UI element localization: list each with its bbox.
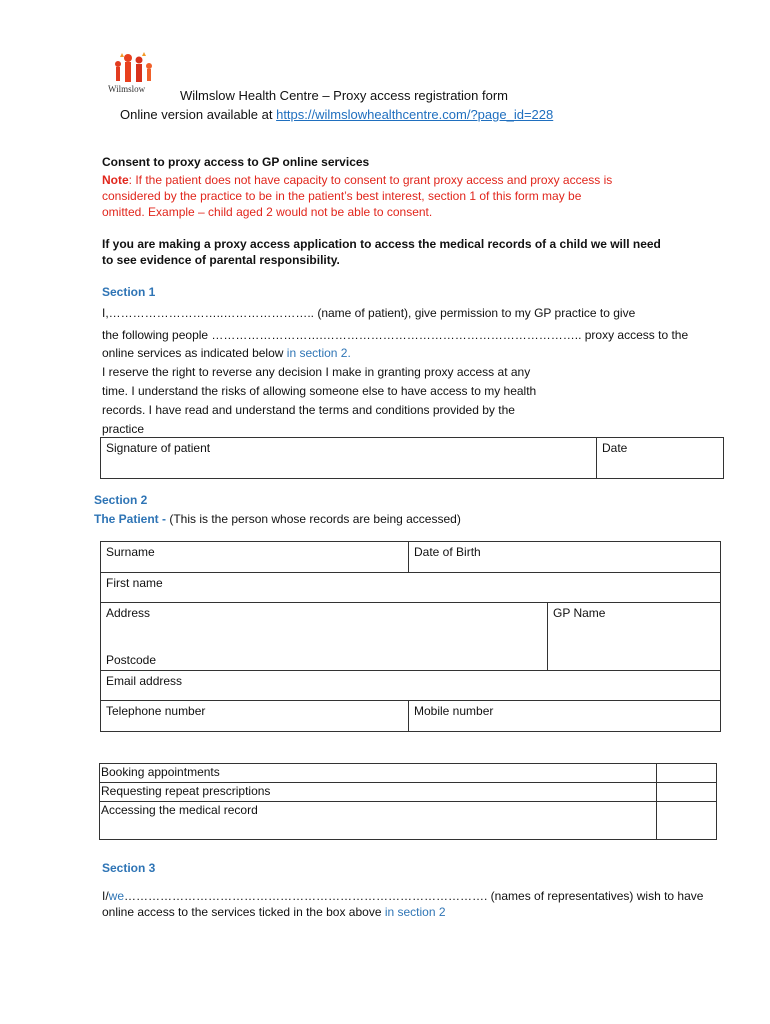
section-1-title: Section 1 bbox=[102, 285, 156, 299]
email-address-field[interactable] bbox=[100, 670, 721, 700]
signature-label: Signature of patient bbox=[106, 441, 211, 455]
telephone-number-field[interactable] bbox=[100, 700, 408, 732]
section-1-line-5: time. I understand the risks of allowing someone else to have access to my health bbox=[102, 384, 537, 398]
section-2-reference-2: in section 2 bbox=[384, 905, 446, 919]
section-3-line-2-text: online access to the services ticked in the box above bbox=[102, 905, 385, 919]
first-name-label: First name bbox=[106, 576, 163, 590]
tick-box-booking-appointments[interactable] bbox=[656, 763, 717, 782]
address-field[interactable] bbox=[100, 602, 547, 670]
signature-of-patient-field[interactable] bbox=[100, 437, 596, 479]
postcode-label: Postcode bbox=[106, 653, 157, 667]
telephone-label: Telephone number bbox=[106, 704, 206, 718]
section-1-line-4: I reserve the right to reverse any decision I make in granting proxy access at any bbox=[102, 365, 531, 379]
address-label: Address bbox=[106, 606, 151, 620]
service-booking-appointments: Booking appointments bbox=[101, 765, 220, 779]
tick-box-medical-record[interactable] bbox=[656, 801, 717, 840]
section-3-line-2 bbox=[102, 903, 446, 921]
online-version-link[interactable]: https://wilmslowhealthcentre.com/?page_id=228 bbox=[276, 107, 554, 122]
note-text-1: : If the patient does not have capacity to consent to grant proxy access and proxy access is bbox=[128, 173, 613, 187]
section-3-we: we bbox=[108, 889, 125, 903]
surname-label: Surname bbox=[106, 545, 155, 559]
gp-name-field[interactable] bbox=[547, 602, 721, 670]
note-line-2: considered by the practice to be in the patient’s best interest, section 1 of this form may be bbox=[102, 189, 582, 203]
practice-logo bbox=[108, 50, 158, 98]
section-3-i: I/ bbox=[102, 889, 109, 903]
logo-text: Wilmslow bbox=[108, 84, 146, 94]
note-line-3: omitted. Example – child aged 2 would not be able to consent. bbox=[102, 205, 433, 219]
section-3-line-1-text: ………………………………………………………………………………. (names of representatives) wish to have bbox=[124, 889, 704, 903]
section-1-line-7: practice bbox=[102, 422, 145, 436]
section-2-title: Section 2 bbox=[94, 493, 148, 507]
tick-box-repeat-prescriptions[interactable] bbox=[656, 782, 717, 801]
first-name-field[interactable] bbox=[100, 572, 721, 602]
section-3-title: Section 3 bbox=[102, 861, 156, 875]
service-repeat-prescriptions: Requesting repeat prescriptions bbox=[101, 784, 271, 798]
email-label: Email address bbox=[106, 674, 183, 688]
surname-field[interactable] bbox=[100, 541, 408, 572]
section-2-reference: in section 2. bbox=[286, 346, 351, 360]
section-1-line-1: I,………………………..………………….. (name of patient), give permission to my GP practice to give bbox=[102, 306, 636, 320]
patient-heading bbox=[94, 512, 461, 526]
child-notice-line-1: If you are making a proxy access application to access the medical records of a child we will need bbox=[102, 237, 661, 251]
online-version-line bbox=[120, 107, 553, 122]
patient-label: The Patient - bbox=[94, 512, 170, 526]
section-1-line-3-text: online services as indicated below bbox=[102, 346, 287, 360]
date-of-birth-field[interactable] bbox=[408, 541, 721, 572]
section-1-line-3 bbox=[102, 344, 351, 362]
mobile-label: Mobile number bbox=[414, 704, 494, 718]
form-title: Wilmslow Health Centre – Proxy access registration form bbox=[180, 88, 508, 103]
section-1-line-2: the following people ……………………….……………………………………………………….. proxy access to the bbox=[102, 328, 689, 342]
gp-name-label: GP Name bbox=[553, 606, 606, 620]
consent-heading: Consent to proxy access to GP online services bbox=[102, 155, 370, 169]
section-1-line-6: records. I have read and understand the terms and conditions provided by the bbox=[102, 403, 515, 417]
patient-description: (This is the person whose records are being accessed) bbox=[169, 512, 461, 526]
date-label: Date bbox=[602, 441, 628, 455]
child-notice-line-2: to see evidence of parental responsibility. bbox=[102, 253, 340, 267]
note-label: Note bbox=[102, 173, 129, 187]
dob-label: Date of Birth bbox=[414, 545, 481, 559]
service-medical-record: Accessing the medical record bbox=[101, 803, 258, 817]
signature-date-field[interactable] bbox=[596, 437, 724, 479]
mobile-number-field[interactable] bbox=[408, 700, 721, 732]
online-version-label: Online version available at bbox=[120, 107, 277, 122]
